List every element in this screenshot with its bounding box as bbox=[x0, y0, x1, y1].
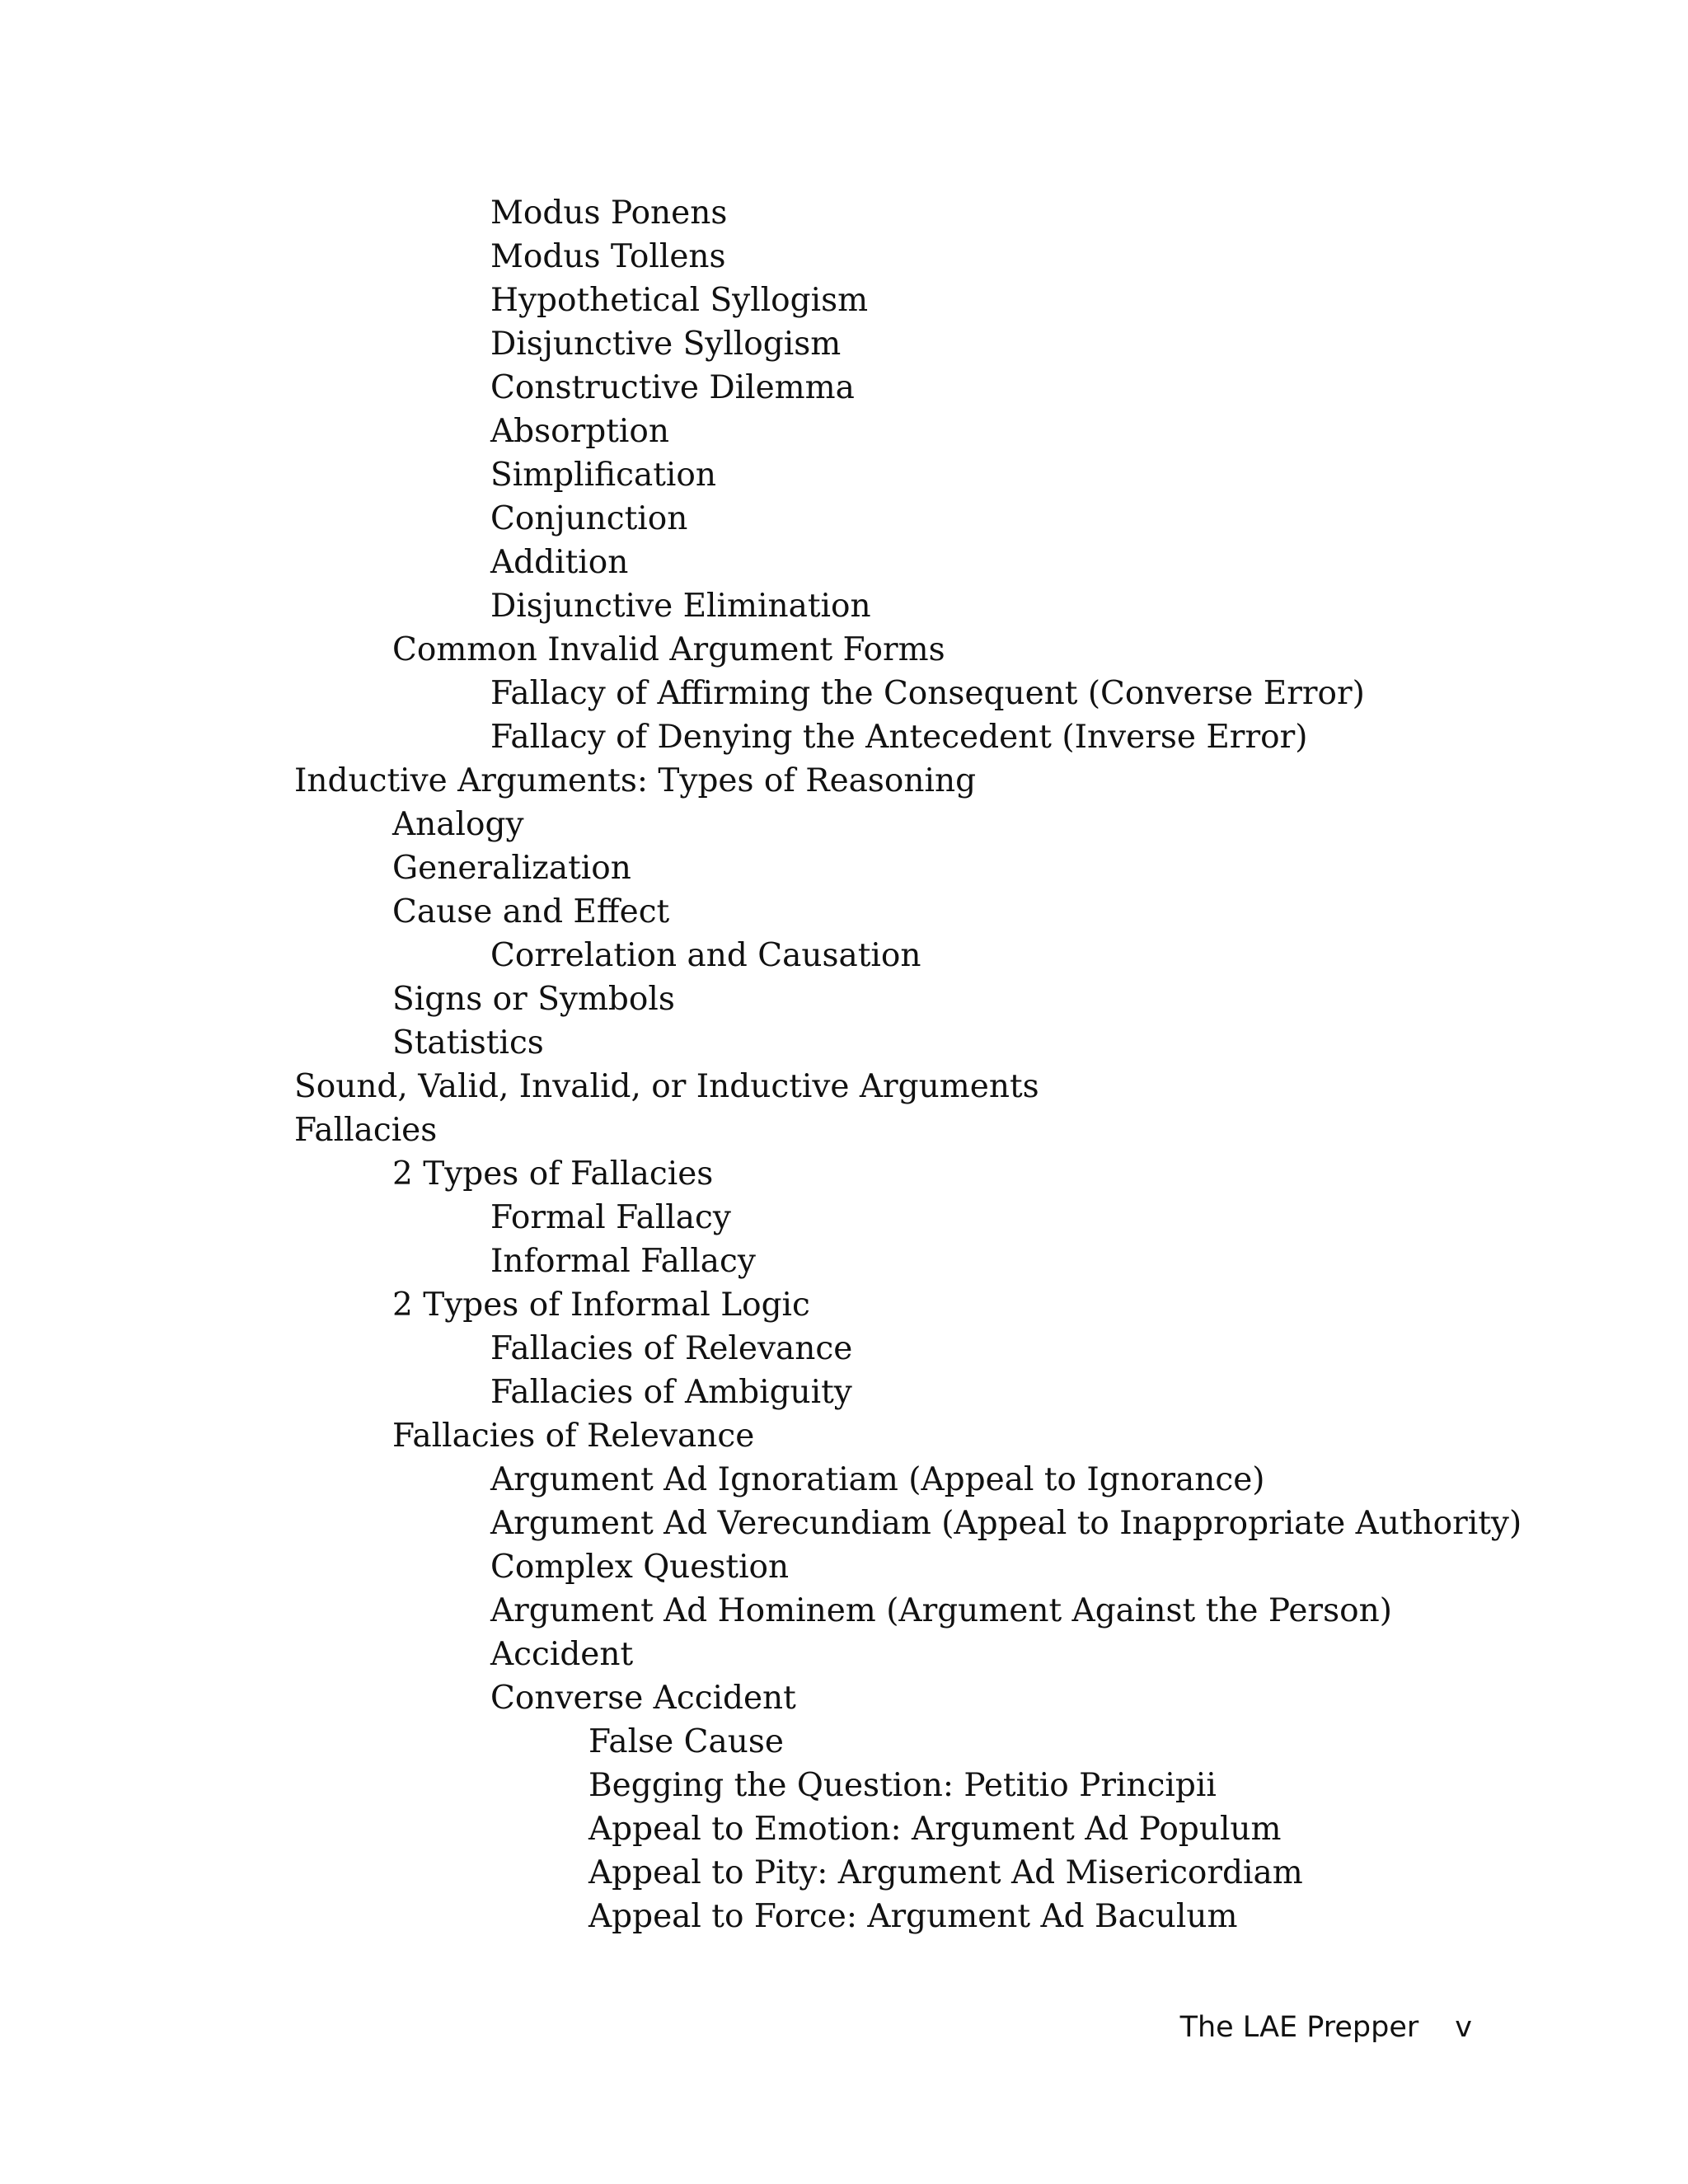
page-footer bbox=[1180, 2011, 1472, 2044]
toc-entry: Modus Tollens bbox=[490, 238, 726, 275]
toc-entry: Analogy bbox=[392, 806, 524, 843]
toc-entry: Complex Question bbox=[490, 1549, 790, 1586]
toc-entry: Modus Ponens bbox=[490, 194, 728, 232]
toc-entry: Appeal to Emotion: Argument Ad Populum bbox=[588, 1811, 1282, 1848]
toc-entry: Begging the Question: Petitio Principii bbox=[588, 1767, 1217, 1804]
toc-entry: Cause and Effect bbox=[392, 893, 670, 930]
footer-page-number: v bbox=[1455, 2011, 1472, 2044]
toc-entry: Disjunctive Syllogism bbox=[490, 326, 842, 363]
table-of-contents bbox=[0, 191, 1688, 1938]
toc-entry: Informal Fallacy bbox=[490, 1243, 756, 1280]
toc-entry: Common Invalid Argument Forms bbox=[392, 631, 945, 668]
footer-book-title: The LAE Prepper bbox=[1179, 2011, 1419, 2044]
toc-entry: Argument Ad Ignoratiam (Appeal to Ignorance) bbox=[490, 1461, 1265, 1498]
toc-entry: Addition bbox=[490, 544, 629, 581]
toc-entry: Sound, Valid, Invalid, or Inductive Arguments bbox=[294, 1068, 1039, 1105]
toc-entry: 2 Types of Informal Logic bbox=[392, 1286, 810, 1324]
toc-entry: Disjunctive Elimination bbox=[490, 588, 871, 625]
toc-entry: False Cause bbox=[588, 1723, 784, 1760]
toc-entry: Fallacies bbox=[294, 1112, 438, 1149]
toc-entry: Conjunction bbox=[490, 500, 688, 537]
toc-entry: Statistics bbox=[392, 1024, 544, 1062]
toc-entry: Fallacy of Affirming the Consequent (Converse Error) bbox=[490, 675, 1365, 712]
toc-entry: Formal Fallacy bbox=[490, 1199, 731, 1236]
toc-entry: Correlation and Causation bbox=[490, 937, 921, 974]
toc-entry: Inductive Arguments: Types of Reasoning bbox=[294, 762, 977, 799]
toc-entry: Fallacy of Denying the Antecedent (Inverse Error) bbox=[490, 719, 1308, 756]
toc-entry: Hypothetical Syllogism bbox=[490, 282, 869, 319]
toc-entry: Argument Ad Hominem (Argument Against the Person) bbox=[490, 1592, 1392, 1629]
toc-entry: Fallacies of Relevance bbox=[490, 1330, 853, 1367]
toc-entry: Signs or Symbols bbox=[392, 981, 675, 1018]
toc-entry: Accident bbox=[490, 1636, 634, 1673]
toc-entry: Fallacies of Ambiguity bbox=[490, 1374, 852, 1411]
toc-entry: Appeal to Pity: Argument Ad Misericordiam bbox=[588, 1854, 1303, 1891]
toc-entry: Simplification bbox=[490, 457, 716, 494]
toc-entry: Appeal to Force: Argument Ad Baculum bbox=[588, 1898, 1238, 1935]
toc-entry: Converse Accident bbox=[490, 1680, 796, 1717]
toc-entry: Constructive Dilemma bbox=[490, 369, 855, 406]
toc-entry: Generalization bbox=[392, 850, 631, 887]
toc-entry: 2 Types of Fallacies bbox=[392, 1155, 714, 1193]
toc-entry: Fallacies of Relevance bbox=[392, 1418, 755, 1455]
toc-entry: Absorption bbox=[490, 413, 669, 450]
toc-entry: Argument Ad Verecundiam (Appeal to Inappropriate Authority) bbox=[490, 1505, 1522, 1542]
